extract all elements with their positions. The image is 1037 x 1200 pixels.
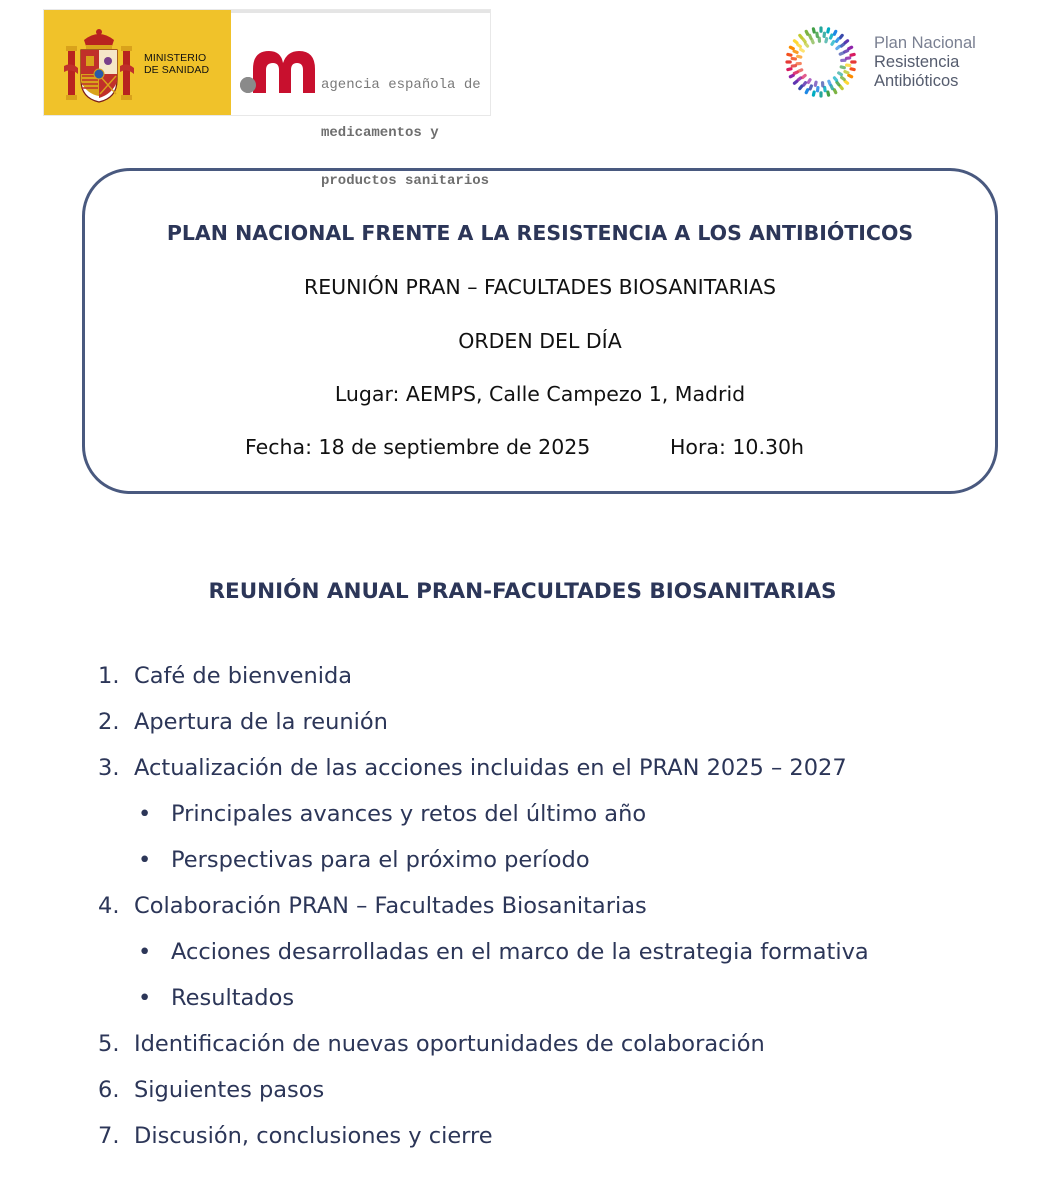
- pran-name-line2: Resistencia: [874, 53, 960, 71]
- ring-dash: [849, 47, 852, 48]
- meeting-time: Hora: 10.30h: [670, 435, 805, 459]
- item-text: Discusión, conclusiones y cierre: [134, 1123, 493, 1149]
- meeting-date: Fecha: 18 de septiembre de 2025: [245, 435, 591, 459]
- ring-dash: [845, 51, 848, 52]
- aemps-name-line3: productos sanitarios: [321, 173, 490, 189]
- aemps-mark-icon: [239, 41, 319, 97]
- ring-dash: [834, 78, 836, 80]
- ring-dash: [794, 51, 797, 52]
- ring-dash: [803, 75, 805, 77]
- ring-dash: [794, 72, 797, 73]
- ministry-name-line2: DE SANIDAD: [144, 64, 210, 76]
- agenda-label: ORDEN DEL DÍA: [458, 329, 622, 353]
- ring-dash: [806, 90, 807, 93]
- aemps-name-line2: medicamentos y: [321, 125, 439, 141]
- ministry-name-line1: MINISTERIO: [144, 52, 207, 64]
- pran-ring-icon: [783, 24, 859, 100]
- ring-dash: [800, 86, 802, 89]
- ring-dash: [828, 92, 829, 95]
- ring-dash: [810, 86, 811, 89]
- bullet: •: [138, 801, 152, 827]
- ring-dash: [836, 39, 838, 42]
- ring-dash: [845, 72, 848, 73]
- ring-dash: [840, 53, 843, 54]
- ring-dash: [804, 83, 806, 86]
- ring-dash: [839, 73, 842, 75]
- ring-dash: [831, 35, 832, 38]
- pran-logo: [783, 24, 983, 104]
- item-number: 1.: [98, 663, 120, 689]
- item-text: Café de bienvenida: [134, 663, 353, 689]
- ring-dash: [840, 35, 842, 38]
- ring-dash: [845, 41, 848, 43]
- pran-name: [874, 34, 976, 91]
- ring-dash: [841, 44, 844, 46]
- item-number: 2.: [98, 709, 120, 735]
- pran-name-line1: Plan Nacional: [874, 34, 976, 52]
- ring-dash: [810, 35, 811, 38]
- ring-dash: [840, 86, 842, 89]
- ring-dash: [794, 81, 797, 83]
- bullet: •: [138, 985, 152, 1011]
- ring-dash: [832, 42, 834, 45]
- item-number: 6.: [98, 1077, 120, 1103]
- subitem-text: Perspectivas para el próximo período: [171, 847, 590, 873]
- ring-dash: [801, 49, 804, 51]
- ring-dash: [831, 86, 832, 89]
- date-time-row: [245, 435, 845, 459]
- header-logos: [44, 10, 490, 189]
- ring-dash: [788, 69, 791, 70]
- subitem-text: Resultados: [171, 985, 295, 1011]
- ring-dash: [803, 39, 805, 42]
- aemps-name-line1: agencia española de: [321, 77, 481, 93]
- ring-dash: [800, 35, 802, 38]
- bullet: •: [138, 847, 152, 873]
- ring-dash: [834, 90, 835, 93]
- ring-dash: [834, 31, 835, 34]
- ring-dash: [828, 29, 829, 32]
- ring-dash: [849, 75, 852, 76]
- ring-dash: [798, 78, 801, 80]
- ministry-logo: [44, 10, 231, 115]
- ring-dash: [851, 69, 854, 70]
- ring-dash: [813, 29, 814, 32]
- meeting-subtitle: REUNIÓN PRAN – FACULTADES BIOSANITARIAS: [303, 275, 777, 299]
- ring-dash: [851, 54, 854, 55]
- ring-dash: [842, 77, 845, 79]
- ring-dash: [805, 44, 807, 46]
- item-text: Apertura de la reunión: [134, 709, 388, 735]
- ring-dash: [813, 92, 814, 95]
- ring-dash: [837, 82, 839, 85]
- aemps-logo: [231, 10, 490, 189]
- ring-dash: [790, 75, 793, 76]
- ring-dash: [790, 47, 793, 48]
- meeting-location: Lugar: AEMPS, Calle Campezo 1, Madrid: [334, 382, 746, 406]
- item-number: 7.: [98, 1123, 120, 1149]
- item-text: Colaboración PRAN – Facultades Biosanitarias: [134, 893, 647, 919]
- subitem-text: Acciones desarrolladas en el marco de la estrategia formativa: [171, 939, 869, 965]
- item-number: 3.: [98, 755, 120, 781]
- subitem-text: Principales avances y retos del último año: [171, 801, 647, 827]
- ring-dash: [829, 81, 830, 84]
- ring-dash: [837, 46, 839, 48]
- bullet: •: [138, 939, 152, 965]
- ring-dash: [806, 31, 807, 34]
- ring-dash: [815, 82, 816, 85]
- ring-dash: [808, 80, 810, 83]
- ring-dash: [841, 67, 844, 68]
- meeting-info-box: [82, 168, 998, 494]
- ring-dash: [794, 41, 797, 43]
- item-text: Actualización de las acciones incluidas en el PRAN 2025 – 2027: [134, 755, 847, 781]
- ring-dash: [788, 54, 791, 55]
- ring-dash: [799, 70, 802, 71]
- ministry-name: [144, 52, 209, 76]
- ring-dash: [826, 39, 827, 42]
- item-text: Identificación de nuevas oportunidades de colaboración: [134, 1031, 765, 1057]
- item-number: 4.: [98, 893, 120, 919]
- ring-dash: [845, 81, 848, 83]
- ring-dash: [812, 40, 813, 43]
- ring-dash: [798, 45, 801, 47]
- item-number: 5.: [98, 1031, 120, 1057]
- coat-of-arms-icon: [62, 26, 136, 106]
- agenda-title: REUNIÓN ANUAL PRAN-FACULTADES BIOSANITARIAS: [208, 579, 837, 604]
- ring-dash: [798, 56, 801, 57]
- plan-title: PLAN NACIONAL FRENTE A LA RESISTENCIA A LOS ANTIBIÓTICOS: [166, 221, 914, 245]
- item-text: Siguientes pasos: [134, 1077, 325, 1103]
- pran-name-line3: Antibióticos: [874, 72, 959, 90]
